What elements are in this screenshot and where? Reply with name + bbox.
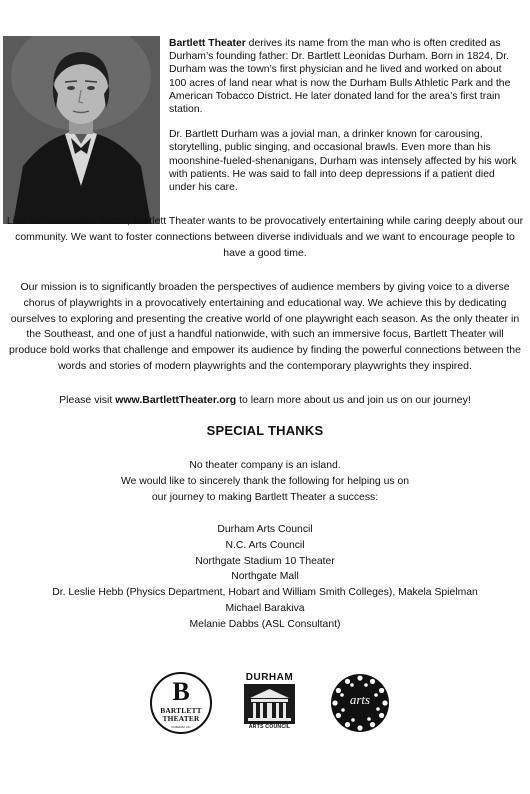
thanks-name: Northgate Stadium 10 Theater [195,555,335,567]
bartlett-logo-line: THEATER [162,714,200,723]
bartlett-logo-small-text: DURHAM, NC [171,725,191,729]
portrait-image [3,36,160,224]
website-link[interactable]: www.BartlettTheater.org [115,394,237,406]
durham-logo-bottom: ARTS COUNCIL [248,724,291,730]
bartlett-logo-name [152,707,210,723]
visit-text-after: to learn more about us and join us on our journey! [236,394,471,406]
arts-logo-text: arts [349,692,371,707]
thanks-list [0,522,530,633]
intro-text [169,37,521,206]
durham-logo-top: DURHAM [245,672,294,683]
bartlett-logo-line: BARTLETT [160,706,202,715]
nc-arts-council-logo [331,672,389,734]
thanks-name: Dr. Leslie Hebb (Physics Department, Hobart and William Smith Colleges), Makela Spielman [52,587,478,599]
mission-paragraph: Our mission is to significantly broaden the perspectives of audience members by giving voice to a diverse chorus of playwrights in a provocatively entertaining and educational way. We achieve this by dedicating ourselves to exploring and presenting the creative world of one playwright each season. As the only theater in the Southeast, and one of just a handful nationwide, with such an immersive focus, Bartlett Theater will produce bold works that challenge and empower its audience by finding the powerful connections between the words and stories of modern playwrights and the contemporary playwrights they inspired. [9,281,521,372]
building-icon [244,684,295,724]
intro-paragraph-1-text: derives its name from the man who is often credited as Durham’s founding father: Dr. Bartlett Leonidas Durham. Born in 1824, Dr. Durham was the town’s first physician and he lived and worked on about 100 acres of land near what is now the Durham Bulls Athletic Park and the American Tobacco District. He later donated land for the area’s first train station. [169,38,511,116]
thanks-intro [0,458,530,505]
special-thanks-heading: SPECIAL THANKS [206,423,324,438]
intro-paragraph-2: Dr. Bartlett Durham was a jovial man, a drinker known for carousing, storytelling, public singing, and occasional brawls. Even more than his moonshine-fueled-shenanigans, Durham was intensely affected by his work with patients. He was said to fall into deep depressions if a patient died under his care. [169,129,517,194]
durham-logo-building [244,684,295,724]
thanks-name: Durham Arts Council [217,524,313,535]
thanks-intro-line: our journey to making Bartlett Theater a success: [151,491,379,503]
durham-arts-council-logo [242,672,297,734]
thanks-intro-line: We would like to sincerely thank the following for helping us on [120,475,410,487]
theater-name: Bartlett Theater [169,38,246,49]
visit-text-before: Please visit [59,394,116,406]
thanks-name: Melanie Dabbs (ASL Consultant) [189,618,341,630]
thanks-name: Michael Barakiva [225,602,305,614]
intro-paragraph-1 [169,37,521,116]
portrait-illustration [3,36,160,224]
thanks-name: N.C. Arts Council [225,539,305,551]
bartlett-theater-logo [150,672,212,734]
visit-line [6,393,524,409]
community-paragraph: Like our namesake doctor, Bartlett Theater wants to be provocatively entertaining while caring deeply about our community. We want to foster connections between diverse individuals and we want to encourage people to have a good time. [6,215,524,259]
thanks-name: Northgate Mall [231,571,299,583]
thanks-intro-line: No theater company is an island. [189,460,341,471]
bartlett-logo-letter: B [172,677,190,706]
